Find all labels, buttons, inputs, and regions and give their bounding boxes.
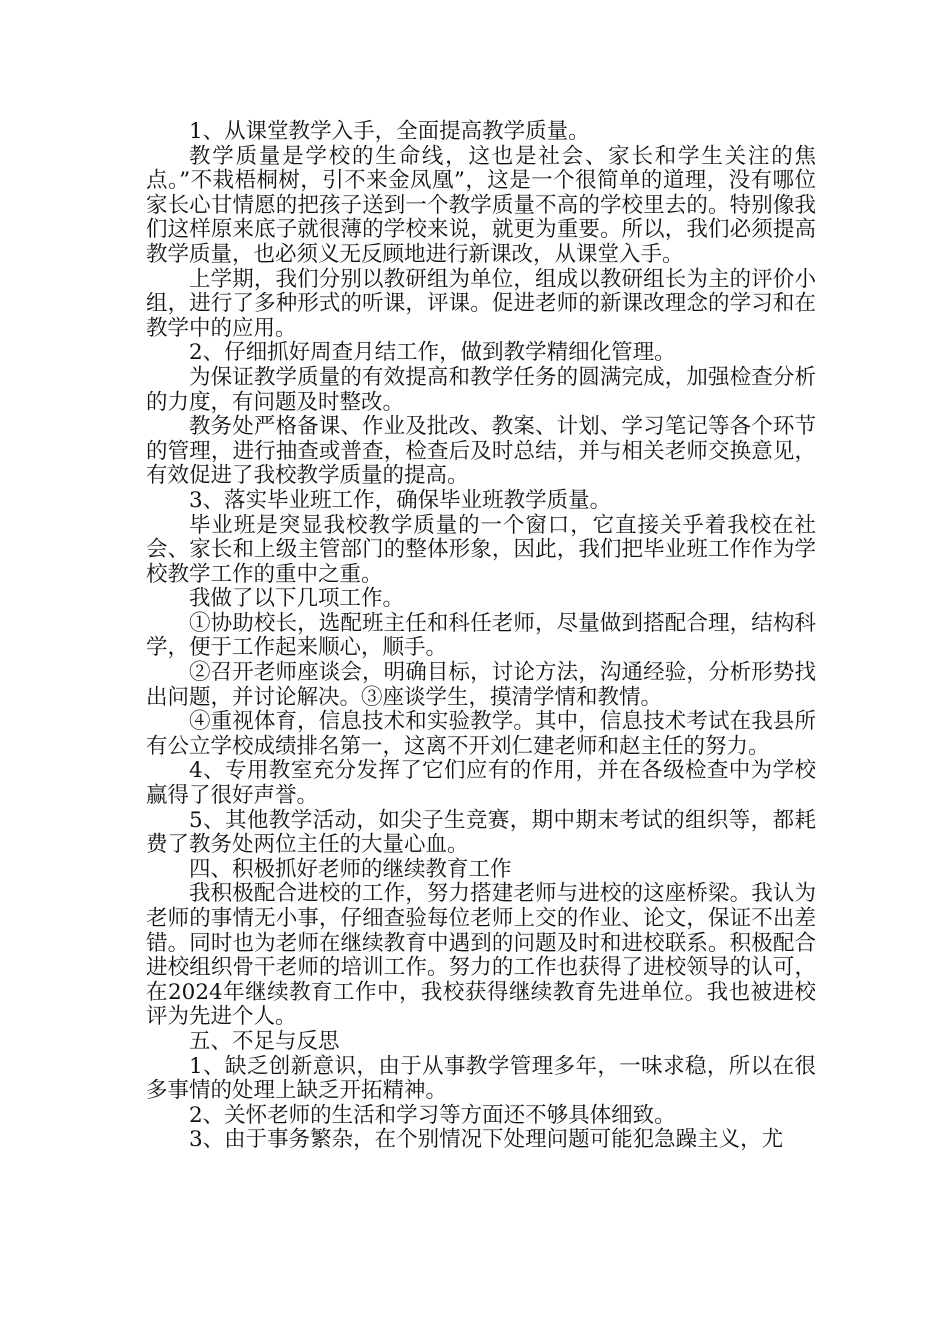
paragraph-13: 4、专用教室充分发挥了它们应有的作用，并在各级检查中为学校赢得了很好声誉。 — [146, 758, 816, 809]
paragraph-5: 为保证教学质量的有效提高和教学任务的圆满完成，加强检查分析的力度，有问题及时整改。 — [146, 364, 816, 415]
paragraph-2: 教学质量是学校的生命线，这也是社会、家长和学生关注的焦点。”不栽梧桐树，引不来金凤凰”，这是一个很简单的道理，没有哪位家长心甘情愿的把孩子送到一个教学质量不高的学校里去的。特别像我们这样原来底子就很薄的学校来说，就更为重要。所以，我们必须提高教学质量，也必须义无反顾地进行新课改，从课堂入手。 — [146, 143, 816, 267]
section-heading-5: 五、不足与反思 — [189, 1028, 340, 1054]
paragraph-7: 3、落实毕业班工作，确保毕业班教学质量。 — [189, 487, 612, 513]
paragraph-20: 3、由于事务繁杂，在个别情况下处理问题可能犯急躁主义，尤 — [189, 1127, 784, 1153]
paragraph-19: 2、关怀老师的生活和学习等方面还不够具体细致。 — [189, 1102, 676, 1128]
paragraph-1: 1、从课堂教学入手，全面提高教学质量。 — [189, 119, 590, 144]
paragraph-12: ④重视体育，信息技术和实验教学。其中，信息技术考试在我县所有公立学校成绩排名第一，这离不开刘仁建老师和赵主任的努力。 — [146, 709, 816, 759]
paragraph-14: 5、其他教学活动，如尖子生竞赛，期中期末考试的组织等，都耗费了教务处两位主任的大量心血。 — [146, 807, 816, 858]
document-body — [146, 120, 816, 1153]
paragraph-10: ①协助校长，选配班主任和科任老师，尽量做到搭配合理，结构科学，便于工作起来顺心，顺手。 — [146, 610, 816, 661]
paragraph-4: 2、仔细抓好周查月结工作，做到教学精细化管理。 — [189, 340, 676, 366]
paragraph-11: ②召开老师座谈会，明确目标，讨论方法，沟通经验，分析形势找出问题，并讨论解决。③座谈学生，摸清学情和教情。 — [146, 660, 816, 710]
section-heading-4: 四、积极抓好老师的继续教育工作 — [189, 856, 512, 882]
paragraph-18: 1、缺乏创新意识，由于从事教学管理多年，一味求稳，所以在很多事情的处理上缺乏开拓精神。 — [146, 1053, 816, 1104]
paragraph-6: 教务处严格备课、作业及批改、教案、计划、学习笔记等各个环节的管理，进行抽查或普查，检查后及时总结，并与相关老师交换意见，有效促进了我校教学质量的提高。 — [146, 414, 816, 489]
paragraph-16: 我积极配合进校的工作，努力搭建老师与进校的这座桥梁。我认为老师的事情无小事，仔细查验每位老师上交的作业、论文，保证不出差错。同时也为老师在继续教育中遇到的问题及时和进校联系。积极配合进校组织骨干老师的培训工作。努力的工作也获得了进校领导的认可，在2024年继续教育工作中，我校获得继续教育先进单位。我也被进校评为先进个人。 — [146, 881, 816, 1030]
paragraph-3: 上学期，我们分别以教研组为单位，组成以教研组长为主的评价小组，进行了多种形式的听课，评课。促进老师的新课改理念的学习和在教学中的应用。 — [146, 266, 816, 341]
paragraph-9: 我做了以下几项工作。 — [189, 586, 405, 612]
paragraph-8: 毕业班是突显我校教学质量的一个窗口，它直接关乎着我校在社会、家长和上级主管部门的整体形象，因此，我们把毕业班工作作为学校教学工作的重中之重。 — [146, 512, 816, 587]
